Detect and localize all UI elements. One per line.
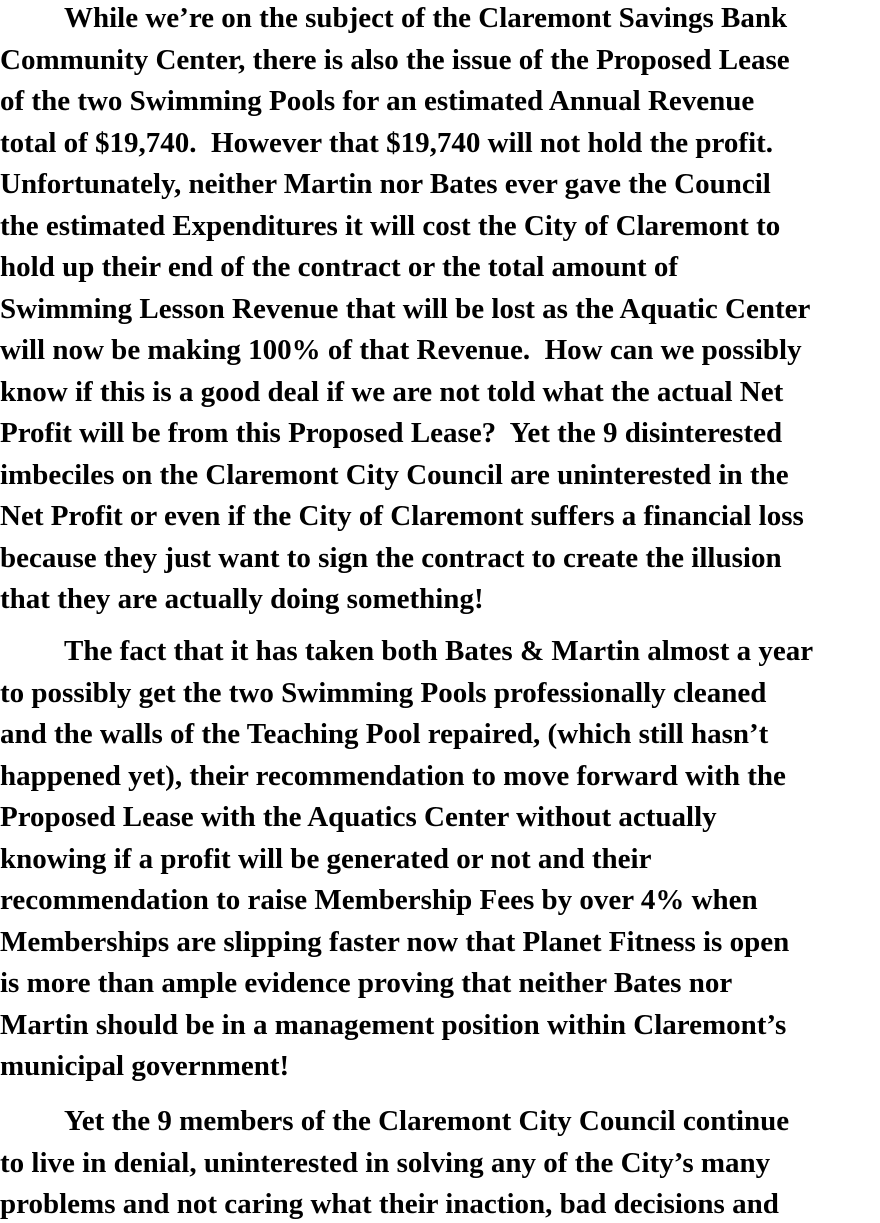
paragraph-2-line-10: Martin should be in a management position within Claremont’s	[0, 1009, 787, 1041]
paragraph-2-line-2: to possibly get the two Swimming Pools professionally cleaned	[0, 677, 767, 709]
paragraph-1-line-1: While we’re on the subject of the Claremont Savings Bank	[64, 2, 788, 34]
paragraph-1-line-6: the estimated Expenditures it will cost the City of Claremont to	[0, 210, 781, 242]
paragraph-1-line-2: Community Center, there is also the issue of the Proposed Lease	[0, 44, 790, 76]
paragraph-1-line-11: Profit will be from this Proposed Lease? Yet the 9 disinterested	[0, 417, 783, 449]
paragraph-2-line-8: Memberships are slipping faster now that Planet Fitness is open	[0, 926, 790, 958]
paragraph-1-line-8: Swimming Lesson Revenue that will be lost as the Aquatic Center	[0, 293, 811, 325]
paragraph-2-line-11: municipal government!	[0, 1050, 290, 1082]
paragraph-1-line-10: know if this is a good deal if we are not told what the actual Net	[0, 376, 784, 408]
paragraph-1-line-4: total of $19,740. However that $19,740 will not hold the profit.	[0, 127, 774, 159]
paragraph-2-line-9: is more than ample evidence proving that neither Bates nor	[0, 967, 733, 999]
paragraph-2-line-5: Proposed Lease with the Aquatics Center without actually	[0, 801, 717, 833]
paragraph-3-line-3: problems and not caring what their inaction, bad decisions and	[0, 1188, 779, 1220]
paragraph-1-line-7: hold up their end of the contract or the total amount of	[0, 251, 678, 283]
paragraph-1-line-12: imbeciles on the Claremont City Council are uninterested in the	[0, 459, 789, 491]
paragraph-1-line-14: because they just want to sign the contract to create the illusion	[0, 542, 782, 574]
paragraph-3-line-2: to live in denial, uninterested in solving any of the City’s many	[0, 1147, 771, 1179]
paragraph-1-line-9: will now be making 100% of that Revenue. How can we possibly	[0, 334, 802, 366]
paragraph-2-line-3: and the walls of the Teaching Pool repaired, (which still hasn’t	[0, 718, 769, 750]
paragraph-2-line-4: happened yet), their recommendation to move forward with the	[0, 760, 786, 792]
paragraph-2-line-7: recommendation to raise Membership Fees by over 4% when	[0, 884, 758, 916]
paragraph-1-line-13: Net Profit or even if the City of Claremont suffers a financial loss	[0, 500, 804, 532]
paragraph-2-line-6: knowing if a profit will be generated or not and their	[0, 843, 652, 875]
paragraph-1-line-15: that they are actually doing something!	[0, 583, 484, 615]
paragraph-2-line-1: The fact that it has taken both Bates & Martin almost a year	[64, 635, 814, 667]
paragraph-1-line-5: Unfortunately, neither Martin nor Bates ever gave the Council	[0, 168, 771, 200]
paragraph-3-line-1: Yet the 9 members of the Claremont City Council continue	[64, 1105, 790, 1137]
paragraph-1-line-3: of the two Swimming Pools for an estimated Annual Revenue	[0, 85, 755, 117]
